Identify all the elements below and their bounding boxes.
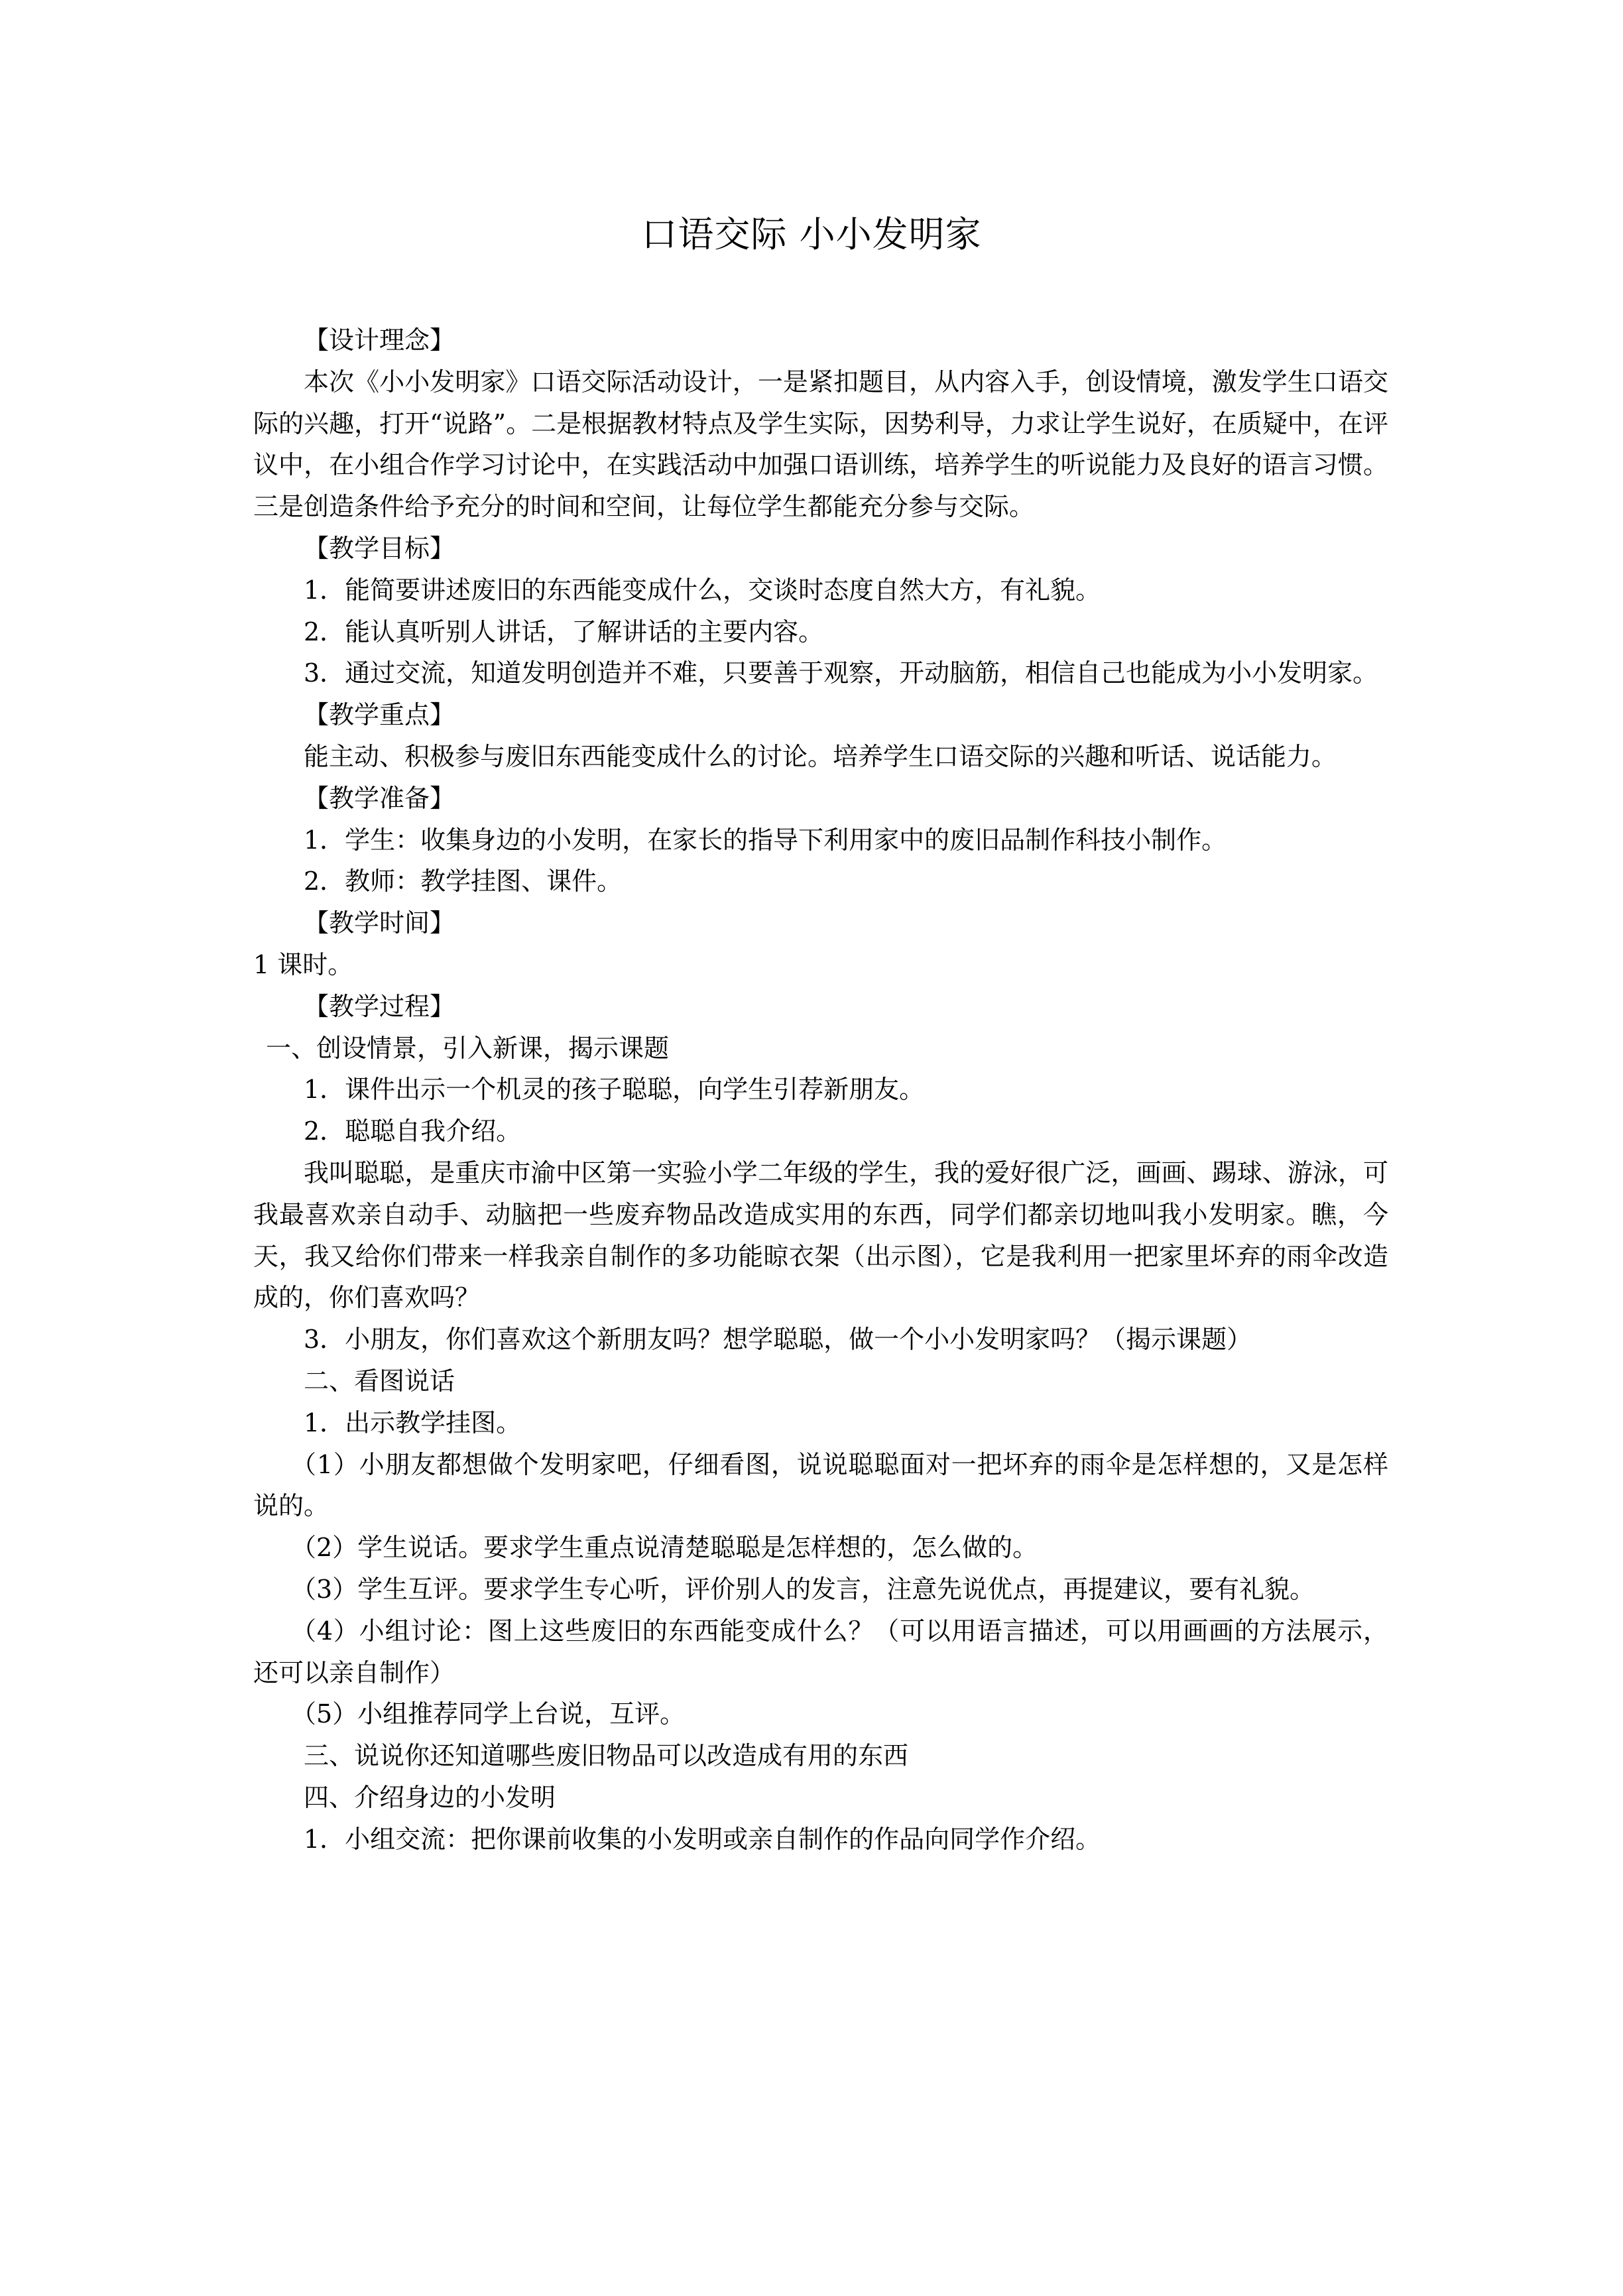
preparation-item-2: 2．教师：教学挂图、课件。 <box>304 867 623 896</box>
section-heading-teaching-focus: 【教学重点】 <box>304 700 455 730</box>
step-2-sub-item-1: （1）小朋友都想做个发明家吧，仔细看图，说说聪聪面对一把坏弃的雨伞是怎样想的，又是怎样说的。 <box>253 1449 1388 1521</box>
step-1-item-2: 2．聪聪自我介绍。 <box>304 1117 522 1146</box>
step-1-item-3: 3．小朋友，你们喜欢这个新朋友吗？想学聪聪，做一个小小发明家吗？（揭示课题） <box>304 1325 1252 1355</box>
document-title: 口语交际 小小发明家 <box>641 213 982 255</box>
goal-item-1: 1．能简要讲述废旧的东西能变成什么，交谈时态度自然大方，有礼貌。 <box>304 575 1101 605</box>
section-heading-teaching-process: 【教学过程】 <box>304 991 455 1021</box>
paragraph-design-concept: 本次《小小发明家》口语交际活动设计，一是紧扣题目，从内容入手，创设情境，激发学生口语交际的兴趣，打开“说路”。二是根据教材特点及学生实际，因势利导，力求让学生说好，在质疑中，在评议中，在小组合作学习讨论中，在实践活动中加强口语训练，培养学生的听说能力及良好的语言习惯。三是创造条件给予充分的时间和空间，让每位学生都能充分参与交际。 <box>253 367 1388 522</box>
section-heading-teaching-time: 【教学时间】 <box>304 908 455 938</box>
preparation-item-1: 1．学生：收集身边的小发明，在家长的指导下利用家中的废旧品制作科技小制作。 <box>304 825 1227 855</box>
section-heading-design-concept: 【设计理念】 <box>304 326 455 355</box>
paragraph-self-introduction: 我叫聪聪，是重庆市渝中区第一实验小学二年级的学生，我的爱好很广泛，画画、踢球、游泳，可我最喜欢亲自动手、动脑把一些废弃物品改造成实用的东西，同学们都亲切地叫我小发明家。瞧，今天，我又给你们带来一样我亲自制作的多功能晾衣架（出示图），它是我利用一把家里坏弃的雨伞改造成的，你们喜欢吗？ <box>253 1158 1388 1313</box>
step-4-item-1: 1．小组交流：把你课前收集的小发明或亲自制作的作品向同学作介绍。 <box>304 1824 1101 1854</box>
step-2-sub-item-2: （2）学生说话。要求学生重点说清楚聪聪是怎样想的，怎么做的。 <box>291 1533 1038 1563</box>
goal-item-2: 2．能认真听别人讲话，了解讲话的主要内容。 <box>304 617 824 646</box>
step-heading-1: 一、创设情景，引入新课，揭示课题 <box>266 1033 670 1063</box>
paragraph-teaching-focus: 能主动、积极参与废旧东西能变成什么的讨论。培养学生口语交际的兴趣和听话、说话能力。 <box>304 741 1337 771</box>
section-heading-teaching-goals: 【教学目标】 <box>304 533 455 563</box>
step-2-sub-item-5: （5）小组推荐同学上台说，互评。 <box>291 1699 686 1729</box>
step-1-item-1: 1．课件出示一个机灵的孩子聪聪，向学生引荐新朋友。 <box>304 1075 925 1105</box>
step-2-sub-item-4: （4）小组讨论：图上这些废旧的东西能变成什么？（可以用语言描述，可以用画画的方法展示，还可以亲自制作） <box>253 1616 1388 1687</box>
document-body <box>253 320 1388 1860</box>
step-2-sub-item-3: （3）学生互评。要求学生专心听，评价别人的发言，注意先说优点，再提建议，要有礼貌。 <box>291 1574 1315 1604</box>
step-heading-2: 二、看图说话 <box>304 1366 455 1396</box>
step-heading-3: 三、说说你还知道哪些废旧物品可以改造成有用的东西 <box>304 1741 909 1771</box>
goal-item-3: 3．通过交流，知道发明创造并不难，只要善于观察，开动脑筋，相信自己也能成为小小发明家。 <box>304 658 1378 688</box>
paragraph-teaching-time: 1 课时。 <box>253 949 353 979</box>
section-heading-preparation: 【教学准备】 <box>304 783 455 813</box>
step-2-item-1: 1．出示教学挂图。 <box>304 1408 522 1437</box>
step-heading-4: 四、介绍身边的小发明 <box>304 1782 556 1812</box>
